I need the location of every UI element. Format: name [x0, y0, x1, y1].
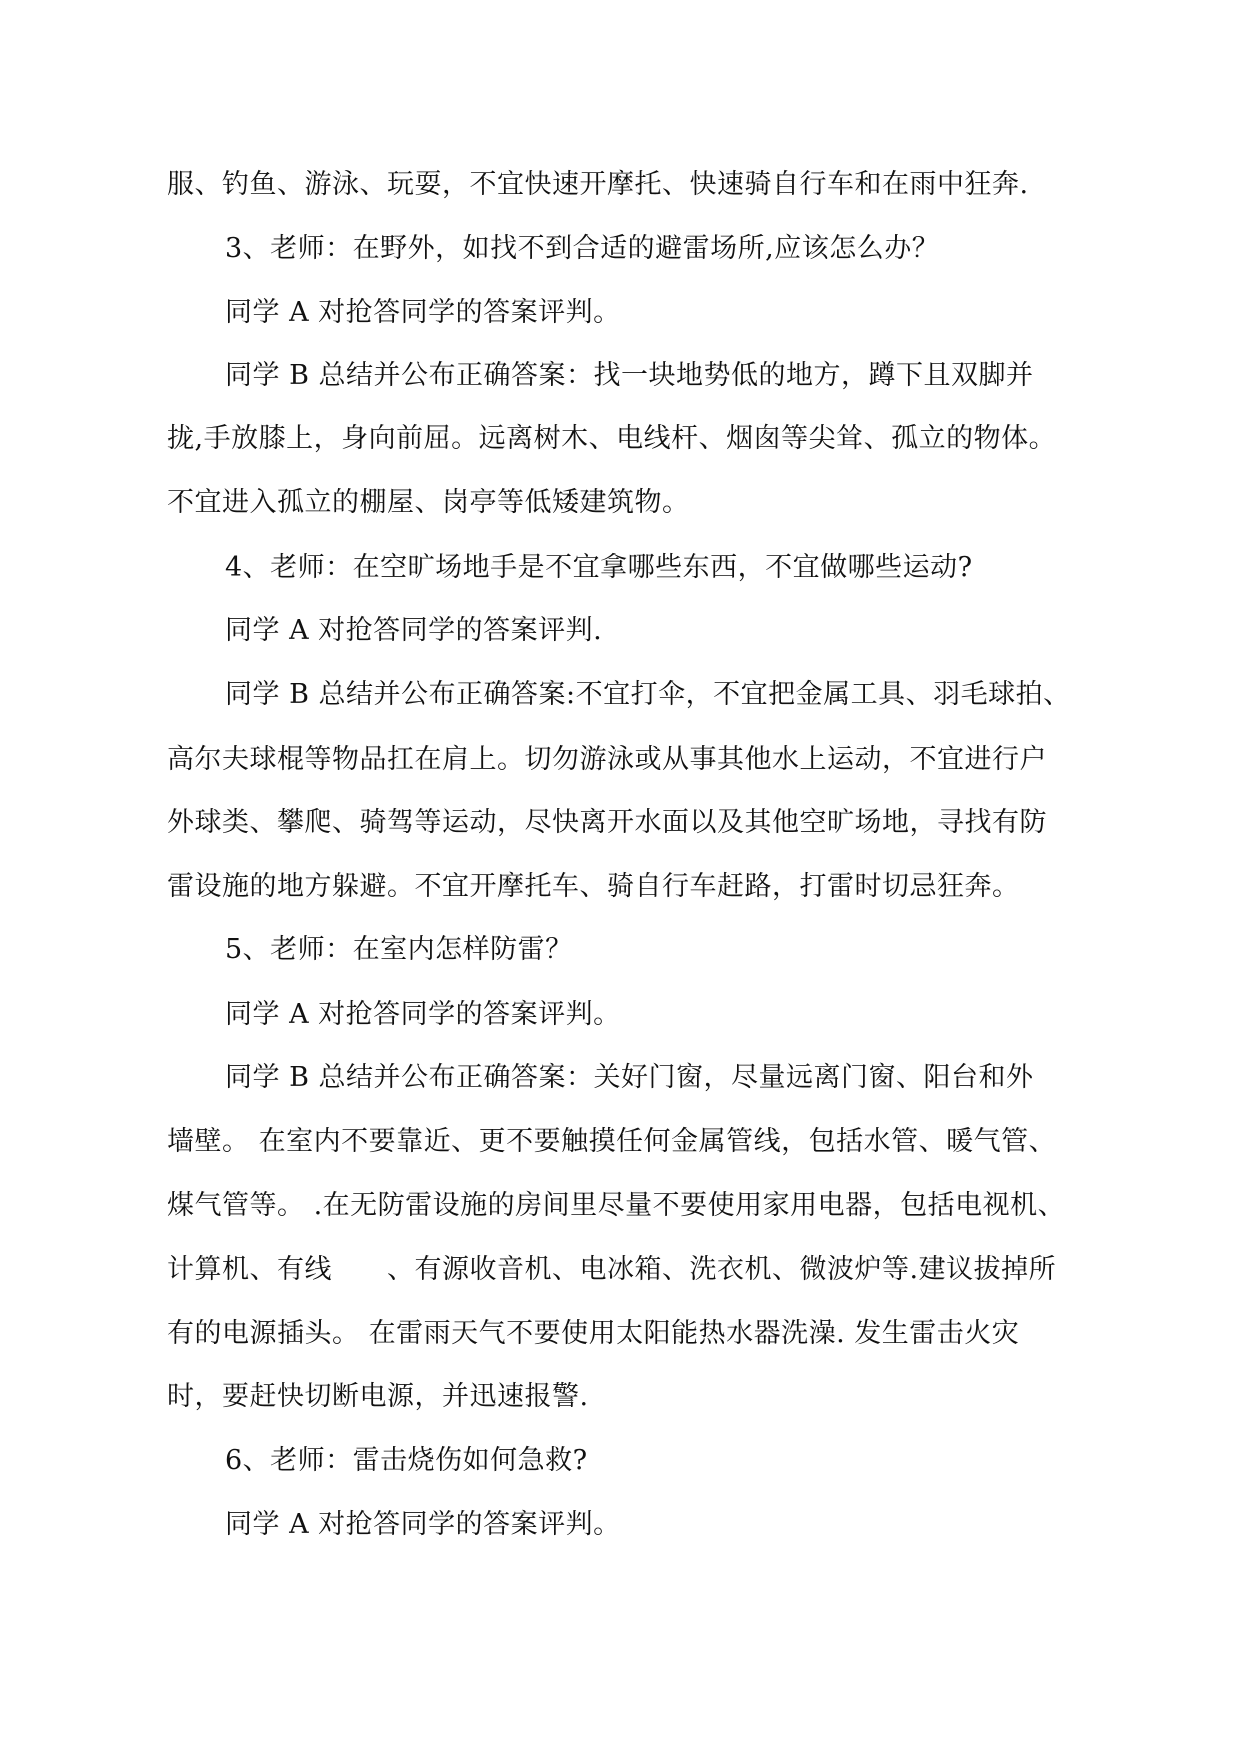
- text-line: 墙壁。 在室内不要靠近、更不要触摸任何金属管线，包括水管、暖气管、: [167, 1126, 1057, 1157]
- question-line: 6、老师：雷击烧伤如何急救?: [225, 1445, 588, 1476]
- text-line: 煤气管等。 .在无防雷设施的房间里尽量不要使用家用电器，包括电视机、: [167, 1190, 1066, 1221]
- text-line: 时，要赶快切断电源，并迅速报警.: [167, 1381, 589, 1412]
- text-line: 计算机、有线 、有源收音机、电冰箱、洗衣机、微波炉等.建议拔掉所: [167, 1254, 1057, 1285]
- question-line: 3、老师：在野外，如找不到合适的避雷场所,应该怎么办？: [225, 233, 940, 264]
- text-line: 有的电源插头。 在雷雨天气不要使用太阳能热水器洗澡. 发生雷击火灾: [167, 1318, 1020, 1349]
- text-line: 同学 B 总结并公布正确答案：关好门窗，尽量远离门窗、阳台和外: [225, 1062, 1034, 1093]
- text-line: 高尔夫球棍等物品扛在肩上。切勿游泳或从事其他水上运动，不宜进行户: [167, 744, 1047, 775]
- text-line: 雷设施的地方躲避。不宜开摩托车、骑自行车赶路，打雷时切忌狂奔。: [167, 871, 1020, 902]
- question-line: 4、老师：在空旷场地手是不宜拿哪些东西，不宜做哪些运动?: [225, 552, 973, 583]
- text-line: 同学 A 对抢答同学的答案评判。: [225, 297, 621, 328]
- text-line: 服、钓鱼、游泳、玩耍，不宜快速开摩托、快速骑自行车和在雨中狂奔.: [167, 169, 1029, 200]
- text-line: 外球类、攀爬、骑驾等运动，尽快离开水面以及其他空旷场地，寻找有防: [167, 807, 1047, 838]
- text-line: 同学 A 对抢答同学的答案评判.: [225, 615, 603, 646]
- question-line: 5、老师：在室内怎样防雷？: [225, 934, 573, 965]
- text-line: 不宜进入孤立的棚屋、岗亭等低矮建筑物。: [167, 487, 690, 518]
- text-line: 拢,手放膝上，身向前屈。远离树木、电线杆、烟囱等尖耸、孤立的物体。: [167, 423, 1057, 454]
- text-line: 同学 A 对抢答同学的答案评判。: [225, 1509, 621, 1540]
- text-line: 同学 B 总结并公布正确答案:不宜打伞，不宜把金属工具、羽毛球拍、: [225, 679, 1071, 710]
- text-line: 同学 A 对抢答同学的答案评判。: [225, 999, 621, 1030]
- text-line: 同学 B 总结并公布正确答案：找一块地势低的地方，蹲下且双脚并: [225, 360, 1034, 391]
